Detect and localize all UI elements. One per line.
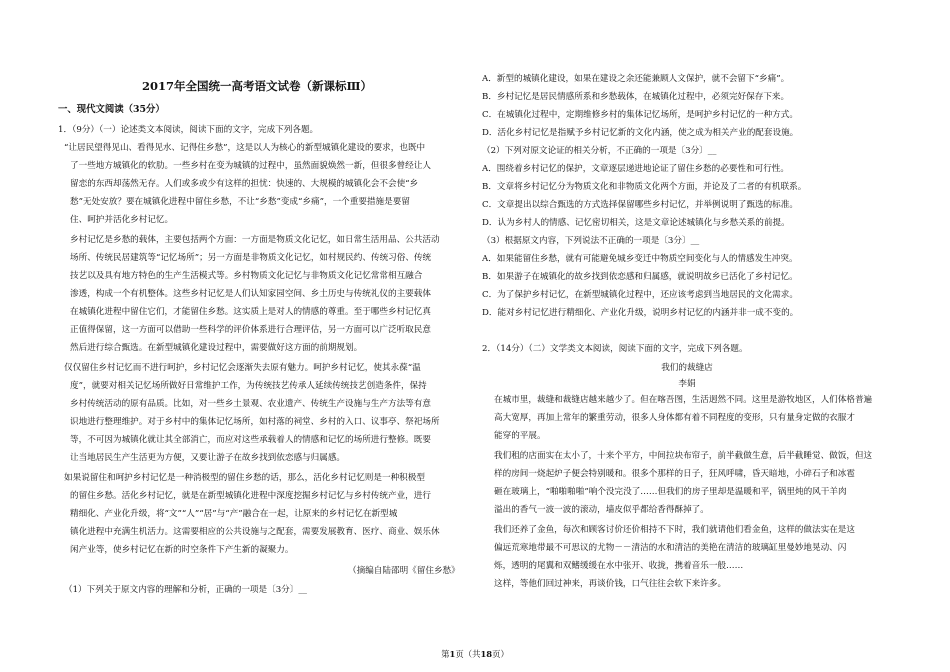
left-text-line: 的留住乡愁。活化乡村记忆，就是在新型城镇化进程中深度挖掘乡村记忆与乡村传统产业，进行 bbox=[70, 491, 431, 501]
right-text-line: 能穿的平展。 bbox=[494, 431, 546, 441]
left-text-line: 度”，就要对相关记忆场所做好日常维护工作，为传统技艺传承人延续传统技艺创造条件，保持 bbox=[70, 381, 427, 391]
right-text-line: C．在城镇化过程中，定期维修乡村的集体记忆场所，是呵护乡村记忆的一种方式。 bbox=[482, 110, 798, 120]
right-text-line: 2．（14分）（二）文学类文本阅读，阅读下面的文字，完成下列各题。 bbox=[482, 344, 748, 354]
footer-suffix: 页） bbox=[492, 649, 509, 659]
right-text-line: 高大宽厚，再加上常年的繁重劳动，很多人身体都有着不同程度的变形，只有量身定做的衣服才 bbox=[494, 413, 855, 423]
right-text-line: 偏远荒寒地带最不可思议的尤物－－清洁的水和清洁的美艳在清洁的玻璃缸里曼妙地晃动、闪 bbox=[494, 543, 847, 553]
left-text-line: 场所、传统民居建筑等“记忆场所”；另一方面是非物质文化记忆，如村规民约、传统习俗、传统 bbox=[70, 253, 432, 263]
right-text-line: A．如果能留住乡愁，就有可能避免城乡变迁中物质空间变化与人的情感发生冲突。 bbox=[482, 254, 798, 264]
right-text-line: C．文章提出以综合甄选的方式选择保留哪些乡村记忆，并举例说明了甄选的标准。 bbox=[482, 200, 798, 210]
page-title: 2017年全国统一高考语文试卷（新课标Ⅲ） bbox=[141, 79, 372, 93]
left-text-line: （摘编自陆邵明《留住乡愁》 bbox=[348, 566, 460, 576]
right-text-line: B．如果游子在城镇化的故乡找到依恋感和归属感，就说明故乡已活化了乡村记忆。 bbox=[482, 272, 798, 282]
right-text-line: A．围绕着乡村记忆的保护，文章逐层递进地论证了留住乡愁的必要性和可行性。 bbox=[482, 164, 789, 174]
footer-page-total: 18 bbox=[480, 649, 493, 659]
left-text-line: 1．（9分）（一）论述类文本阅读，阅读下面的文字，完成下列各题。 bbox=[58, 125, 319, 135]
left-text-line: 然后进行综合甄选。在新型城镇化建设过程中，需要做好这方面的前期规划。 bbox=[70, 343, 363, 353]
left-text-line: 等，不可因为城镇化就让其全部消亡，而应对这些承载着人的情感和记忆的场所进行整修。既要 bbox=[70, 435, 431, 445]
left-text-line: 一、现代文阅读（35分） bbox=[58, 104, 165, 115]
left-text-line: 识地进行整理维护。对于乡村中的集体记忆场所，如村落的祠堂、乡村的入口、议事亭、祭祀场所 bbox=[70, 417, 440, 427]
left-text-line: 了一些地方城镇化的软肋。一些乡村在变为城镇的过程中，虽然面貌焕然一新，但很多曾经让人 bbox=[70, 161, 431, 171]
left-text-line: 精细化、产业化升级，将“文”“人”“居”与“产”融合在一起，让原来的乡村记忆在新型城 bbox=[70, 509, 398, 519]
right-text-line: 我们的裁缝店 bbox=[661, 363, 713, 373]
left-text-line: 住、呵护并活化乡村记忆。 bbox=[70, 215, 174, 225]
left-text-line: 如果说留住和呵护乡村记忆是一种消极型的留住乡愁的话，那么，活化乡村记忆则是一种积极型 bbox=[64, 473, 425, 483]
left-text-line: 愁”无处安放？要在城镇化进程中留住乡愁，不让“乡愁”变成“乡痛”，一个重要措施是要留 bbox=[70, 197, 410, 207]
left-text-line: 乡村记忆是乡愁的载体，主要包括两个方面：一方面是物质文化记忆，如日常生活用品、公共活动 bbox=[70, 235, 440, 245]
right-text-line: 溢出的香气一波一波的滚动，墙皮似乎都给香得酥掉了。 bbox=[494, 505, 709, 515]
left-text-line: （1）下列关于原文内容的理解和分析，正确的一项是〔3分〕__ bbox=[64, 585, 307, 595]
left-text-line: 留恋的东西却荡然无存。人们或多或少有这样的担忧：快速的、大规模的城镇化会不会使“乡 bbox=[70, 179, 419, 189]
right-text-line: 李娟 bbox=[678, 379, 696, 389]
footer-middle: 页（共 bbox=[455, 649, 481, 659]
right-text-line: 这样，等他们回过神来，再谈价钱，口气往往会软下来许多。 bbox=[494, 579, 727, 589]
left-text-line: “让居民望得见山、看得见水、记得住乡愁”，这是以人为核心的新型城镇化建设的要求，也既中 bbox=[64, 143, 426, 153]
left-text-line: 正值得保留，这一方面可以借助一些科学的评价体系进行合理评估，另一方面可以广泛听取民意 bbox=[70, 325, 431, 335]
left-text-line: 让当地居民生产生活更为方便，又要让游子在故乡找到依恋感与归属感。 bbox=[70, 453, 346, 463]
right-text-line: D．认为乡村人的情感、记忆密切相关，这是文章论述城镇化与乡愁关系的前提。 bbox=[482, 218, 790, 228]
right-text-line: C．为了保护乡村记忆，在新型城镇化过程中，还应该考虑到当地居民的文化需求。 bbox=[482, 290, 798, 300]
right-text-line: B．乡村记忆是居民情感所系和乡愁载体，在城镇化过程中，必须完好保存下来。 bbox=[482, 92, 790, 102]
footer-page-number: 1 bbox=[449, 649, 456, 659]
right-text-line: 我们还养了金鱼，每次和顾客讨价还价相持不下时，我们就请他们看金鱼，这样的做法实在是这 bbox=[494, 525, 855, 535]
right-text-line: D．活化乡村记忆是指赋予乡村记忆新的文化内涵，使之成为相关产业的配套设施。 bbox=[482, 128, 799, 138]
right-text-line: （2）下列对原文论证的相关分析，不正确的一项是〔3分〕__ bbox=[482, 146, 717, 156]
right-text-line: 砸在玻璃上，“啪啪啪啪”响个没完没了……但我们的房子里却是温暖和平，锅里炖的风干羊肉 bbox=[494, 487, 847, 497]
right-text-line: A．新型的城镇化建设，如果在建设之余还能兼顾人文保护，就不会留下“乡痛”。 bbox=[482, 74, 790, 84]
right-text-line: （3）根据原文内容，下列说法不正确的一项是〔3分〕__ bbox=[482, 236, 700, 246]
footer-prefix: 第 bbox=[441, 649, 450, 659]
right-text-line: B．文章将乡村记忆分为物质文化和非物质文化两个方面，并论及了二者的有机联系。 bbox=[482, 182, 807, 192]
right-text-line: 在城市里，裁缝和裁缝店越来越少了。但在喀吾图，生活迥然不同。这里是游牧地区，人们体格普遍 bbox=[494, 395, 873, 405]
left-text-line: 技艺以及具有地方特色的生产生活模式等。乡村物质文化记忆与非物质文化记忆常常相互融合 bbox=[70, 271, 423, 281]
page-footer bbox=[0, 648, 950, 660]
right-text-line: D．能对乡村记忆进行精细化、产业化升级，说明乡村记忆的内涵并非一成不变的。 bbox=[482, 308, 799, 318]
left-text-line: 乡村传统活动的原有品质。比如，对一些乡土景观、农业遗产、传统生产设施与生产方法等有意 bbox=[70, 399, 431, 409]
left-text-line: 仅仅留住乡村记忆而不进行呵护，乡村记忆会逐渐失去原有魅力。呵护乡村记忆，使其永葆“温 bbox=[64, 363, 421, 373]
left-text-line: 镇化进程中充满生机活力。这需要相应的公共设施与之配套，需要发展教育、医疗、商业、娱乐休 bbox=[70, 527, 440, 537]
left-text-line: 在城镇化进程中留住它们，才能留住乡愁。这实质上是对人的情感的尊重。至于哪些乡村记忆真 bbox=[70, 307, 431, 317]
left-text-line: 渗透，构成一个有机整体。这些乡村记忆是人们认知家园空间、乡土历史与传统礼仪的主要载体 bbox=[70, 289, 431, 299]
right-text-line: 样的房间一烧起炉子便会特别暖和。很多个那样的日子，狂风呼啸，昏天暗地，小碎石子和冰雹 bbox=[494, 469, 855, 479]
right-text-line: 我们租的店面实在太小了，十来个平方，中间拉块布帘子，前半截做生意，后半截睡觉、做饭，但这 bbox=[494, 451, 873, 461]
right-text-line: 烁，透明的尾翼和双鳍缓缓在水中张开、收拢，携着音乐一般…… bbox=[494, 561, 744, 571]
left-text-line: 闲产业等，使乡村记忆在新的时空条件下产生新的凝聚力。 bbox=[70, 545, 294, 555]
